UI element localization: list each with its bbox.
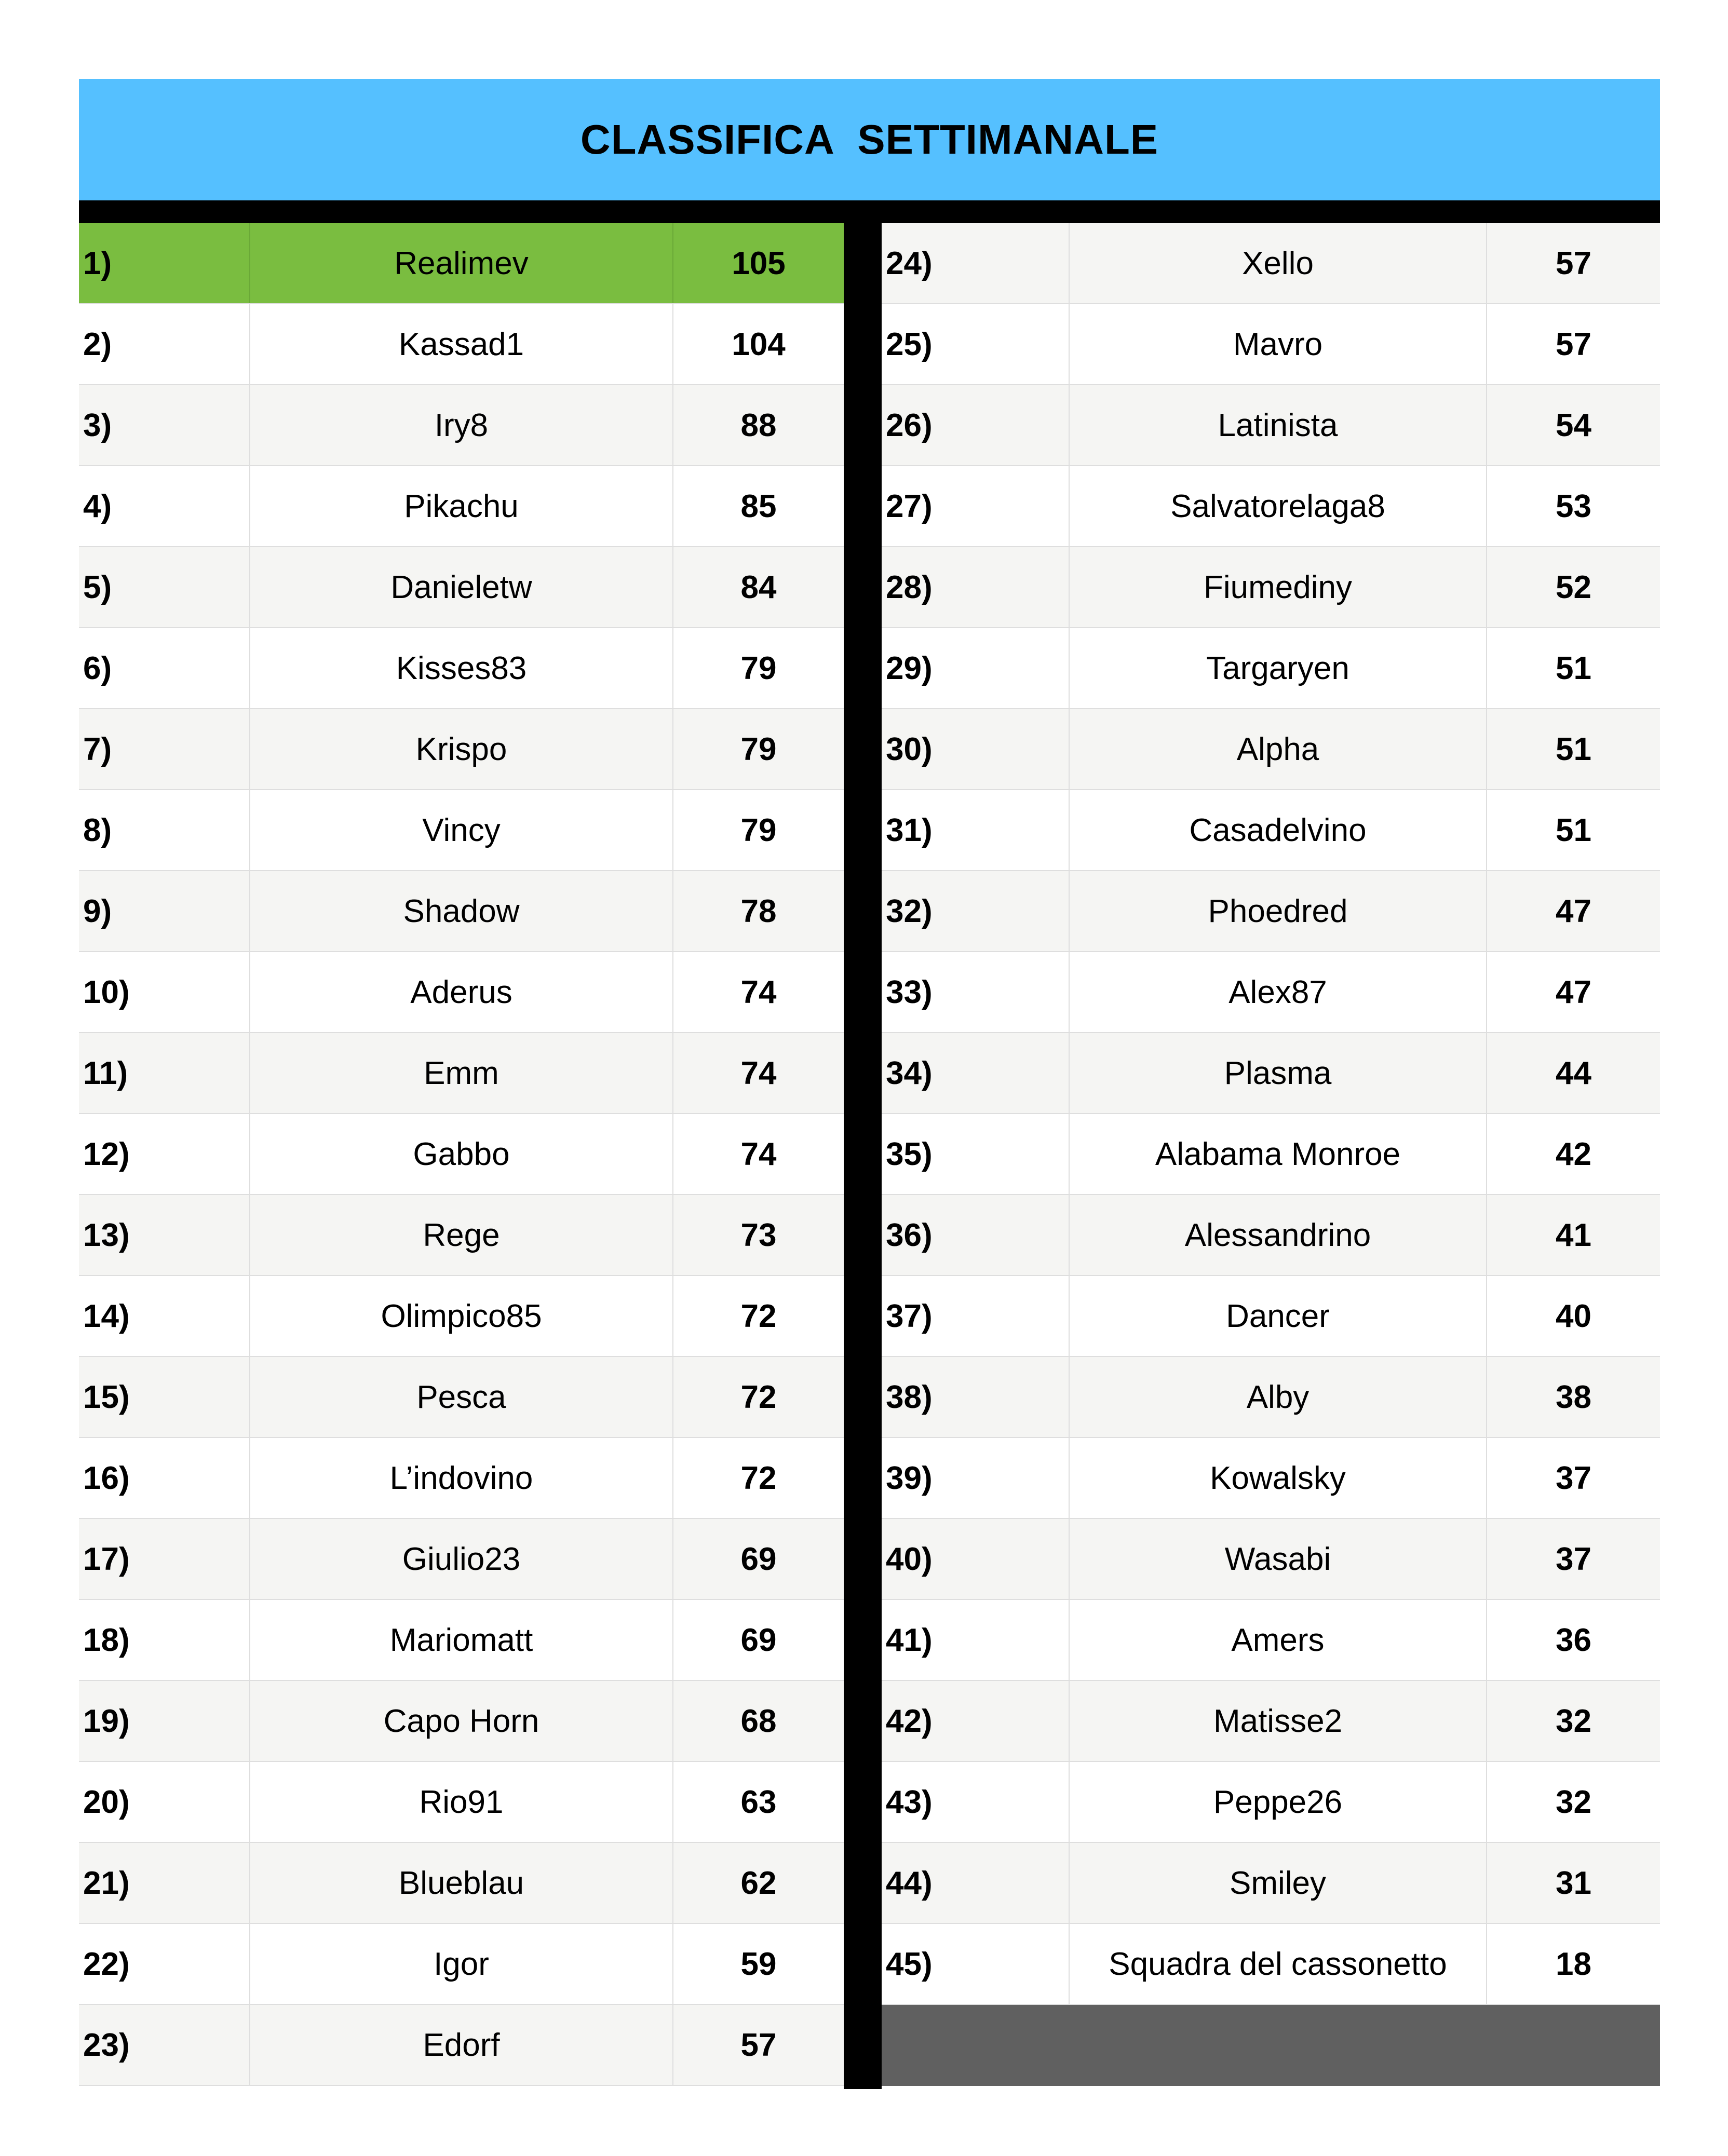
table-row (882, 1681, 1660, 1762)
points-cell: 72 (672, 1276, 844, 1356)
table-row (79, 1681, 844, 1762)
player-name-cell: Capo Horn (249, 1681, 672, 1761)
points-cell: 78 (672, 871, 844, 951)
player-name-cell: Rege (249, 1195, 672, 1275)
points-cell: 79 (672, 790, 844, 870)
rank-cell: 9) (83, 893, 112, 929)
player-name-cell: L’indovino (249, 1438, 672, 1518)
standings-right-column (882, 223, 1660, 2089)
header-divider-band (79, 200, 1660, 223)
points-cell: 38 (1486, 1357, 1660, 1437)
standings-left-column (79, 223, 844, 2089)
points-cell: 79 (672, 709, 844, 789)
player-name-cell: Dancer (1069, 1276, 1486, 1356)
rank-cell: 44) (886, 1865, 933, 1901)
table-row (79, 1843, 844, 1924)
rank-cell: 30) (886, 731, 933, 767)
points-cell: 36 (1486, 1600, 1660, 1680)
player-name-cell: Targaryen (1069, 628, 1486, 708)
points-cell: 104 (672, 304, 844, 384)
player-name-cell: Iry8 (249, 385, 672, 465)
player-name-cell: Xello (1069, 223, 1486, 303)
rank-cell: 8) (83, 812, 112, 848)
table-row (79, 1033, 844, 1114)
standings-tables (79, 223, 1660, 2089)
empty-filler-cell (882, 2005, 1660, 2086)
player-name-cell: Blueblau (249, 1843, 672, 1923)
standings-sheet (79, 79, 1660, 2089)
points-cell: 57 (672, 2005, 844, 2085)
rank-cell: 35) (886, 1136, 933, 1172)
rank-cell: 4) (83, 488, 112, 524)
rank-cell: 21) (83, 1865, 130, 1901)
rank-cell: 29) (886, 650, 933, 686)
rank-cell: 10) (83, 974, 130, 1010)
points-cell: 84 (672, 547, 844, 627)
points-cell: 72 (672, 1357, 844, 1437)
points-cell: 51 (1486, 709, 1660, 789)
points-cell: 51 (1486, 790, 1660, 870)
points-cell: 32 (1486, 1762, 1660, 1842)
table-row (882, 1924, 1660, 2005)
column-divider (844, 223, 882, 2089)
player-name-cell: Rio91 (249, 1762, 672, 1842)
table-row (882, 1519, 1660, 1600)
table-row (882, 547, 1660, 628)
rank-cell: 33) (886, 974, 933, 1010)
player-name-cell: Danieletw (249, 547, 672, 627)
table-row (79, 547, 844, 628)
table-row (79, 1600, 844, 1681)
table-row (79, 1276, 844, 1357)
points-cell: 52 (1486, 547, 1660, 627)
points-cell: 63 (672, 1762, 844, 1842)
points-cell: 74 (672, 952, 844, 1032)
table-row (882, 385, 1660, 466)
rank-cell: 1) (83, 245, 112, 281)
rank-cell: 22) (83, 1946, 130, 1982)
points-cell: 47 (1486, 871, 1660, 951)
rank-cell: 45) (886, 1946, 933, 1982)
right-rows (882, 223, 1660, 2005)
rank-cell: 28) (886, 569, 933, 605)
rank-cell: 39) (886, 1460, 933, 1496)
table-row (79, 628, 844, 709)
points-cell: 79 (672, 628, 844, 708)
rank-cell: 18) (83, 1622, 130, 1658)
points-cell: 37 (1486, 1519, 1660, 1599)
points-cell: 31 (1486, 1843, 1660, 1923)
rank-cell: 7) (83, 731, 112, 767)
points-cell: 69 (672, 1519, 844, 1599)
player-name-cell: Amers (1069, 1600, 1486, 1680)
rank-cell: 37) (886, 1298, 933, 1334)
table-row (882, 1033, 1660, 1114)
rank-cell: 11) (83, 1055, 128, 1091)
player-name-cell: Giulio23 (249, 1519, 672, 1599)
table-row (79, 871, 844, 952)
rank-cell: 41) (886, 1622, 933, 1658)
points-cell: 57 (1486, 223, 1660, 303)
player-name-cell: Alessandrino (1069, 1195, 1486, 1275)
points-cell: 57 (1486, 304, 1660, 384)
table-row (882, 466, 1660, 547)
player-name-cell: Wasabi (1069, 1519, 1486, 1599)
points-cell: 32 (1486, 1681, 1660, 1761)
player-name-cell: Realimev (249, 223, 672, 303)
player-name-cell: Alex87 (1069, 952, 1486, 1032)
points-cell: 69 (672, 1600, 844, 1680)
player-name-cell: Mavro (1069, 304, 1486, 384)
player-name-cell: Krispo (249, 709, 672, 789)
points-cell: 62 (672, 1843, 844, 1923)
table-row (882, 1114, 1660, 1195)
rank-cell: 40) (886, 1541, 933, 1577)
player-name-cell: Igor (249, 1924, 672, 2004)
points-cell: 72 (672, 1438, 844, 1518)
player-name-cell: Smiley (1069, 1843, 1486, 1923)
points-cell: 85 (672, 466, 844, 546)
player-name-cell: Squadra del cassonetto (1069, 1924, 1486, 2004)
rank-cell: 24) (886, 245, 933, 281)
player-name-cell: Fiumediny (1069, 547, 1486, 627)
points-cell: 51 (1486, 628, 1660, 708)
rank-cell: 23) (83, 2027, 130, 2063)
points-cell: 37 (1486, 1438, 1660, 1518)
table-row (79, 385, 844, 466)
table-row (882, 628, 1660, 709)
rank-cell: 27) (886, 488, 933, 524)
table-row (79, 1762, 844, 1843)
player-name-cell: Casadelvino (1069, 790, 1486, 870)
rank-cell: 26) (886, 407, 933, 443)
player-name-cell: Salvatorelaga8 (1069, 466, 1486, 546)
points-cell: 18 (1486, 1924, 1660, 2004)
rank-cell: 19) (83, 1703, 130, 1739)
title-bar (79, 79, 1660, 200)
rank-cell: 25) (886, 326, 933, 362)
points-cell: 54 (1486, 385, 1660, 465)
points-cell: 88 (672, 385, 844, 465)
rank-cell: 16) (83, 1460, 130, 1496)
rank-cell: 34) (886, 1055, 933, 1091)
player-name-cell: Plasma (1069, 1033, 1486, 1113)
player-name-cell: Phoedred (1069, 871, 1486, 951)
player-name-cell: Kassad1 (249, 304, 672, 384)
table-row (79, 223, 844, 304)
player-name-cell: Pikachu (249, 466, 672, 546)
table-row (79, 2005, 844, 2086)
player-name-cell: Alabama Monroe (1069, 1114, 1486, 1194)
player-name-cell: Kowalsky (1069, 1438, 1486, 1518)
points-cell: 42 (1486, 1114, 1660, 1194)
rank-cell: 36) (886, 1217, 933, 1253)
table-row (882, 709, 1660, 790)
points-cell: 73 (672, 1195, 844, 1275)
table-row (79, 790, 844, 871)
rank-cell: 31) (886, 812, 933, 848)
player-name-cell: Pesca (249, 1357, 672, 1437)
points-cell: 53 (1486, 466, 1660, 546)
table-row (882, 1843, 1660, 1924)
rank-cell: 43) (886, 1784, 933, 1820)
table-row (882, 304, 1660, 385)
rank-cell: 13) (83, 1217, 130, 1253)
table-row (79, 1195, 844, 1276)
table-row (882, 1600, 1660, 1681)
points-cell: 47 (1486, 952, 1660, 1032)
table-row (79, 952, 844, 1033)
points-cell: 74 (672, 1033, 844, 1113)
points-cell: 74 (672, 1114, 844, 1194)
points-cell: 59 (672, 1924, 844, 2004)
points-cell: 44 (1486, 1033, 1660, 1113)
page-title: CLASSIFICA SETTIMANALE (580, 116, 1159, 162)
points-cell: 41 (1486, 1195, 1660, 1275)
player-name-cell: Shadow (249, 871, 672, 951)
player-name-cell: Gabbo (249, 1114, 672, 1194)
player-name-cell: Kisses83 (249, 628, 672, 708)
rank-cell: 15) (83, 1379, 130, 1415)
player-name-cell: Vincy (249, 790, 672, 870)
player-name-cell: Latinista (1069, 385, 1486, 465)
rank-cell: 17) (83, 1541, 130, 1577)
table-row (79, 304, 844, 385)
points-cell: 68 (672, 1681, 844, 1761)
table-row (882, 1276, 1660, 1357)
table-row (79, 1357, 844, 1438)
table-row (882, 871, 1660, 952)
table-row (882, 1357, 1660, 1438)
points-cell: 105 (672, 223, 844, 303)
rank-cell: 14) (83, 1298, 130, 1334)
rank-cell: 20) (83, 1784, 130, 1820)
player-name-cell: Olimpico85 (249, 1276, 672, 1356)
table-row (882, 790, 1660, 871)
player-name-cell: Emm (249, 1033, 672, 1113)
player-name-cell: Aderus (249, 952, 672, 1032)
table-row (882, 1195, 1660, 1276)
rank-cell: 3) (83, 407, 112, 443)
rank-cell: 5) (83, 569, 112, 605)
rank-cell: 38) (886, 1379, 933, 1415)
table-row (882, 1438, 1660, 1519)
table-row (79, 1519, 844, 1600)
rank-cell: 32) (886, 893, 933, 929)
table-row (79, 1924, 844, 2005)
table-row (882, 952, 1660, 1033)
table-row (79, 1438, 844, 1519)
rank-cell: 42) (886, 1703, 933, 1739)
player-name-cell: Mariomatt (249, 1600, 672, 1680)
table-row (882, 1762, 1660, 1843)
points-cell: 40 (1486, 1276, 1660, 1356)
rank-cell: 6) (83, 650, 112, 686)
table-row (79, 1114, 844, 1195)
rank-cell: 2) (83, 326, 112, 362)
table-row (79, 466, 844, 547)
player-name-cell: Matisse2 (1069, 1681, 1486, 1761)
player-name-cell: Alpha (1069, 709, 1486, 789)
player-name-cell: Peppe26 (1069, 1762, 1486, 1842)
rank-cell: 12) (83, 1136, 130, 1172)
player-name-cell: Edorf (249, 2005, 672, 2085)
player-name-cell: Alby (1069, 1357, 1486, 1437)
table-row (79, 709, 844, 790)
table-row (882, 223, 1660, 304)
